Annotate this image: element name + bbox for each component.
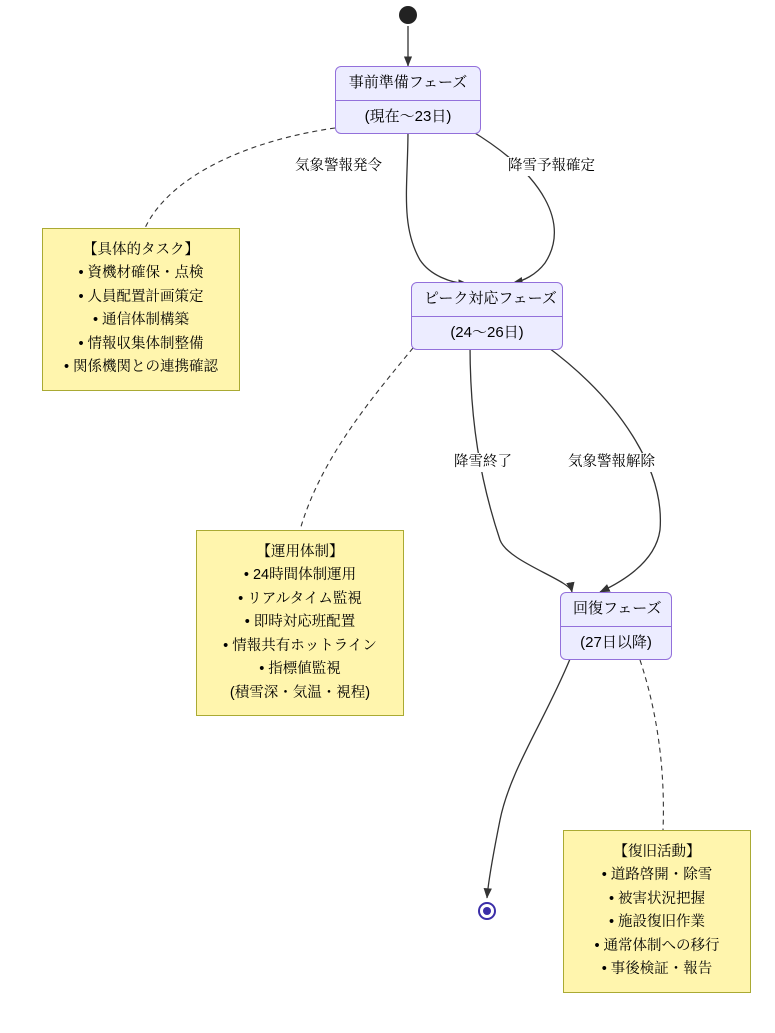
note-line: • 24時間体制運用	[243, 567, 357, 584]
edge-label-snow-forecast: 降雪予報確定	[506, 157, 597, 176]
note-recovery-activities	[563, 830, 751, 993]
note-line: (積雪深・気温・視程)	[229, 684, 371, 701]
note-line: 【運用体制】	[256, 544, 344, 560]
note-connector-prep	[145, 128, 335, 228]
note-line: • 被害状況把握	[608, 890, 706, 907]
edge-label-snow-ended: 降雪終了	[452, 453, 514, 472]
edge-prep-to-peak-forecast	[470, 130, 554, 283]
state-title-peak: ピーク対応フェーズ	[412, 283, 562, 317]
state-node-peak[interactable]	[411, 282, 563, 350]
note-line: • 指標値監視	[259, 661, 341, 678]
start-state-icon	[399, 6, 417, 24]
state-node-recovery[interactable]	[560, 592, 672, 660]
edge-prep-to-peak-warning	[406, 130, 468, 284]
note-line: • 人員配置計画策定	[78, 288, 204, 305]
note-line: • 情報共有ホットライン	[223, 637, 377, 654]
edge-label-warning-issued: 気象警報発令	[293, 157, 384, 176]
state-title-prep: 事前準備フェーズ	[336, 67, 480, 101]
note-line: • 関係機関との連携確認	[63, 359, 219, 376]
note-line: • 通信体制構築	[92, 312, 190, 329]
edge-recovery-to-end	[487, 659, 570, 898]
note-prep-tasks	[42, 228, 240, 391]
note-connector-peak	[300, 348, 413, 530]
note-line: • リアルタイム監視	[238, 590, 362, 607]
state-title-recovery: 回復フェーズ	[561, 593, 671, 627]
note-line: • 事後検証・報告	[601, 961, 713, 978]
note-line: • 道路啓開・除雪	[601, 867, 713, 884]
note-connector-recovery	[640, 660, 663, 830]
note-line: • 資機材確保・点検	[78, 265, 204, 282]
note-line: • 即時対応班配置	[244, 614, 356, 631]
end-state-inner-icon	[483, 907, 491, 915]
state-subtitle-prep: (現在〜23日)	[364, 107, 452, 125]
state-subtitle-recovery: (27日以降)	[580, 633, 652, 651]
note-line: 【復旧活動】	[613, 844, 701, 860]
state-subtitle-peak: (24〜26日)	[450, 323, 524, 341]
note-peak-operations	[196, 530, 404, 716]
note-line: • 情報収集体制整備	[78, 335, 204, 352]
note-line: • 施設復旧作業	[608, 914, 706, 931]
edge-label-warning-cleared: 気象警報解除	[566, 453, 657, 472]
note-line: 【具体的タスク】	[83, 242, 199, 258]
note-line: • 通常体制への移行	[594, 937, 720, 954]
state-node-prep[interactable]	[335, 66, 481, 134]
